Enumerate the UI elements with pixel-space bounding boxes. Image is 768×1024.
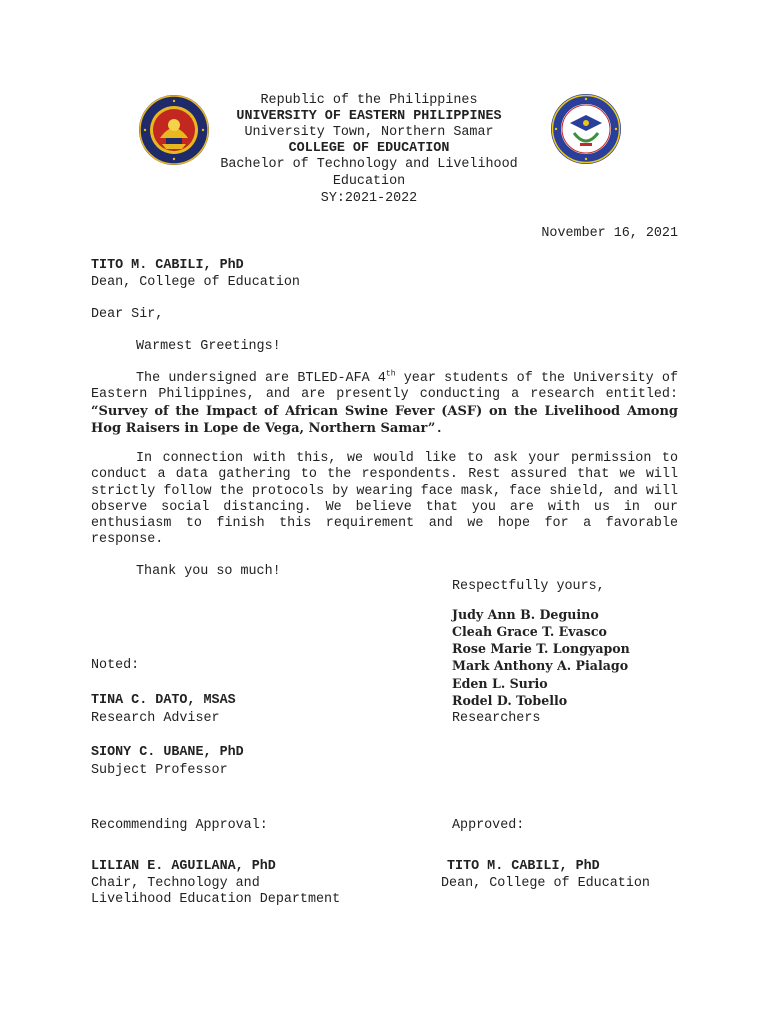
header-school-year: SY:2021-2022	[320, 191, 418, 206]
research-title: “Survey of the Impact of African Swine Fever (ASF) on the Livelihood Among Hog Raisers in Lope de Vega, Northern Samar”	[91, 403, 678, 436]
body-paragraph-1	[91, 371, 678, 438]
chair-name: LILIAN E. AGUILANA, PhD	[91, 859, 276, 874]
body-paragraph-2	[91, 451, 678, 549]
chair-title-line1: Chair, Technology and	[91, 876, 260, 891]
greeting: Warmest Greetings!	[136, 339, 281, 354]
thanks-line: Thank you so much!	[136, 564, 281, 579]
adviser-name: TINA C. DATO, MSAS	[91, 693, 236, 708]
header-university: UNIVERSITY OF EASTERN PHILIPPINES	[236, 109, 502, 124]
researcher-name: Rodel D. Tobello	[452, 693, 568, 708]
researcher-name: Judy Ann B. Deguino	[452, 607, 599, 622]
dean-name: TITO M. CABILI, PhD	[447, 859, 600, 874]
researcher-name: Eden L. Surio	[452, 676, 548, 691]
researcher-name: Mark Anthony A. Pialago	[452, 658, 629, 673]
recipient-title: Dean, College of Education	[91, 275, 300, 290]
researcher-name: Cleah Grace T. Evasco	[452, 624, 607, 639]
professor-title: Subject Professor	[91, 763, 228, 778]
header-republic: Republic of the Philippines	[260, 93, 478, 108]
researcher-name: Rose Marie T. Longyapon	[452, 641, 630, 656]
header-program-line2: Education	[332, 174, 406, 189]
letter-date: November 16, 2021	[541, 226, 678, 241]
header-town: University Town, Northern Samar	[244, 125, 494, 140]
professor-name: SIONY C. UBANE, PhD	[91, 745, 244, 760]
adviser-title: Research Adviser	[91, 711, 220, 726]
noted-label: Noted:	[91, 658, 140, 673]
header-college: COLLEGE OF EDUCATION	[288, 141, 450, 156]
closing-line: Respectfully yours,	[452, 579, 605, 594]
p1-superscript: th	[385, 369, 396, 379]
dean-title: Dean, College of Education	[441, 876, 650, 891]
p1-end: .	[435, 421, 444, 437]
recommending-label: Recommending Approval:	[91, 818, 268, 833]
salutation: Dear Sir,	[91, 307, 164, 322]
approved-label: Approved:	[452, 818, 525, 833]
header-program-line1: Bachelor of Technology and Livelihood	[220, 157, 518, 172]
p1-text-a: The undersigned are BTLED-AFA 4	[136, 371, 386, 386]
recipient-name: TITO M. CABILI, PhD	[91, 258, 244, 273]
p1-text-b: year students of the University of Eastern Philippines, and are presently conducting a research entitled:	[91, 371, 678, 403]
researchers-label: Researchers	[452, 711, 541, 726]
p2-text: In connection with this, we would like to ask your permission to conduct a data gathering to the respondents. Rest assured that we will strictly follow the protocols by wearing face mask, face shield, and will observe social distancing. We believe that you are with us in our enthusiasm to finish this requirement and we hope for a favorable response.	[91, 451, 678, 548]
chair-title-line2: Livelihood Education Department	[91, 892, 341, 907]
